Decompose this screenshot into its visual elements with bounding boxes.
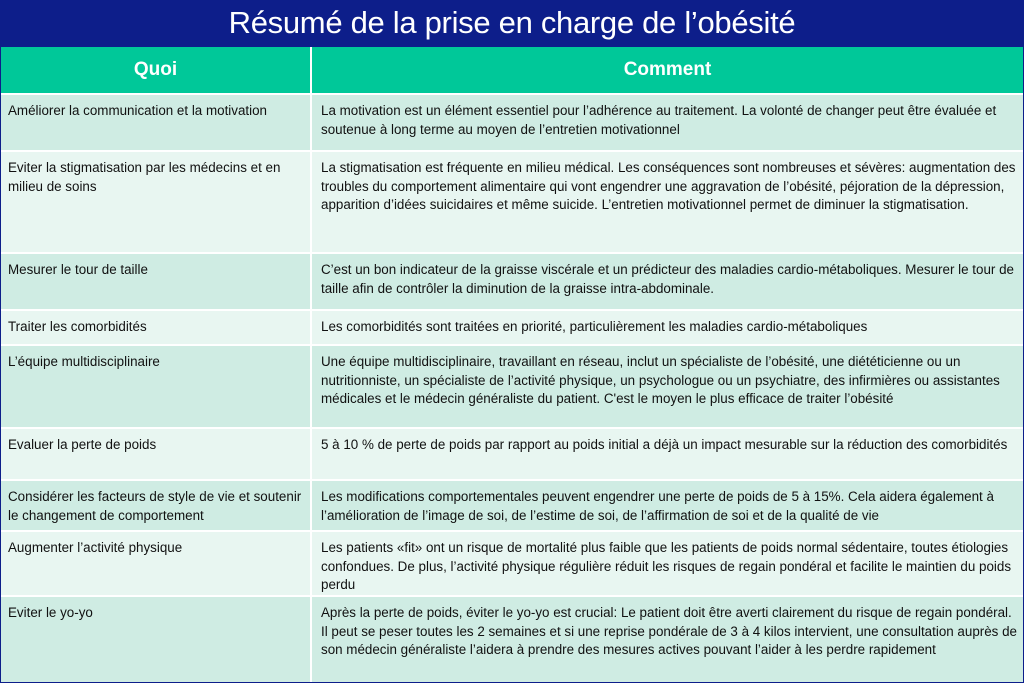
slide-title: Résumé de la prise en charge de l’obésité xyxy=(228,5,796,40)
cell-comment: 5 à 10 % de perte de poids par rapport au poids initial a déjà un impact mesurable sur la réduction des comorbidités xyxy=(311,428,1023,480)
cell-comment: La motivation est un élément essentiel pour l’adhérence au traitement. La volonté de changer peut être évaluée et soutenue à long terme au moyen de l’entretien motivationnel xyxy=(311,94,1023,151)
cell-comment: C’est un bon indicateur de la graisse viscérale et un prédicteur des maladies cardio-métaboliques. Mesurer le tour de taille afin de contrôler la diminution de la graisse intra-abdominale. xyxy=(311,253,1023,310)
cell-quoi: Traiter les comorbidités xyxy=(1,310,311,345)
cell-quoi: L’équipe multidisciplinaire xyxy=(1,345,311,428)
cell-comment: La stigmatisation est fréquente en milieu médical. Les conséquences sont nombreuses et sévères: augmentation des troubles du comportement alimentaire qui vont engendrer une aggravation de l’obésité, péjoration de la dépression, apparition d’idées suicidaires et même suicide. L’entretien motivationnel permet de diminuer la stigmatisation. xyxy=(311,151,1023,253)
cell-quoi: Augmenter l’activité physique xyxy=(1,531,311,596)
cell-quoi: Considérer les facteurs de style de vie et soutenir le changement de comportement xyxy=(1,480,311,531)
table-row xyxy=(1,310,1023,345)
header-comment: Comment xyxy=(311,47,1023,94)
header-row xyxy=(1,47,1023,94)
cell-comment: Une équipe multidisciplinaire, travaillant en réseau, inclut un spécialiste de l’obésité, une diététicienne ou un nutritionniste, un spécialiste de l’activité physique, un psychologue ou un psychiatre, des infirmières ou assistantes médicales et le médecin généraliste du patient. C'est le moyen le plus efficace de traiter l’obésité xyxy=(311,345,1023,428)
header-quoi: Quoi xyxy=(1,47,311,94)
table-row xyxy=(1,94,1023,151)
cell-quoi: Mesurer le tour de taille xyxy=(1,253,311,310)
table-row xyxy=(1,596,1023,682)
cell-comment: Après la perte de poids, éviter le yo-yo est crucial: Le patient doit être averti clairement du risque de regain pondéral. Il peut se peser toutes les 2 semaines et si une reprise pondérale de 3 à 4 kilos intervient, une consultation auprès de son médecin généraliste l’aidera à prendre des mesures actives pouvant l’aider à les perdre rapidement xyxy=(311,596,1023,682)
table-row xyxy=(1,428,1023,480)
cell-comment: Les modifications comportementales peuvent engendrer une perte de poids de 5 à 15%. Cela aidera également à l’amélioration de l’image de soi, de l’estime de soi, de l’affirmation de soi et de la qualité de vie xyxy=(311,480,1023,531)
table-row xyxy=(1,531,1023,596)
summary-table xyxy=(1,47,1023,682)
table-row xyxy=(1,480,1023,531)
cell-comment: Les patients «fit» ont un risque de mortalité plus faible que les patients de poids normal sédentaire, toutes étiologies confondues. De plus, l’activité physique régulière réduit les risques de regain pondéral et facilite le maintien du poids perdu xyxy=(311,531,1023,596)
cell-comment: Les comorbidités sont traitées en priorité, particulièrement les maladies cardio-métaboliques xyxy=(311,310,1023,345)
cell-quoi: Eviter le yo-yo xyxy=(1,596,311,682)
cell-quoi: Eviter la stigmatisation par les médecins et en milieu de soins xyxy=(1,151,311,253)
table-row xyxy=(1,253,1023,310)
table-row xyxy=(1,345,1023,428)
cell-quoi: Evaluer la perte de poids xyxy=(1,428,311,480)
table-row xyxy=(1,151,1023,253)
cell-quoi: Améliorer la communication et la motivation xyxy=(1,94,311,151)
